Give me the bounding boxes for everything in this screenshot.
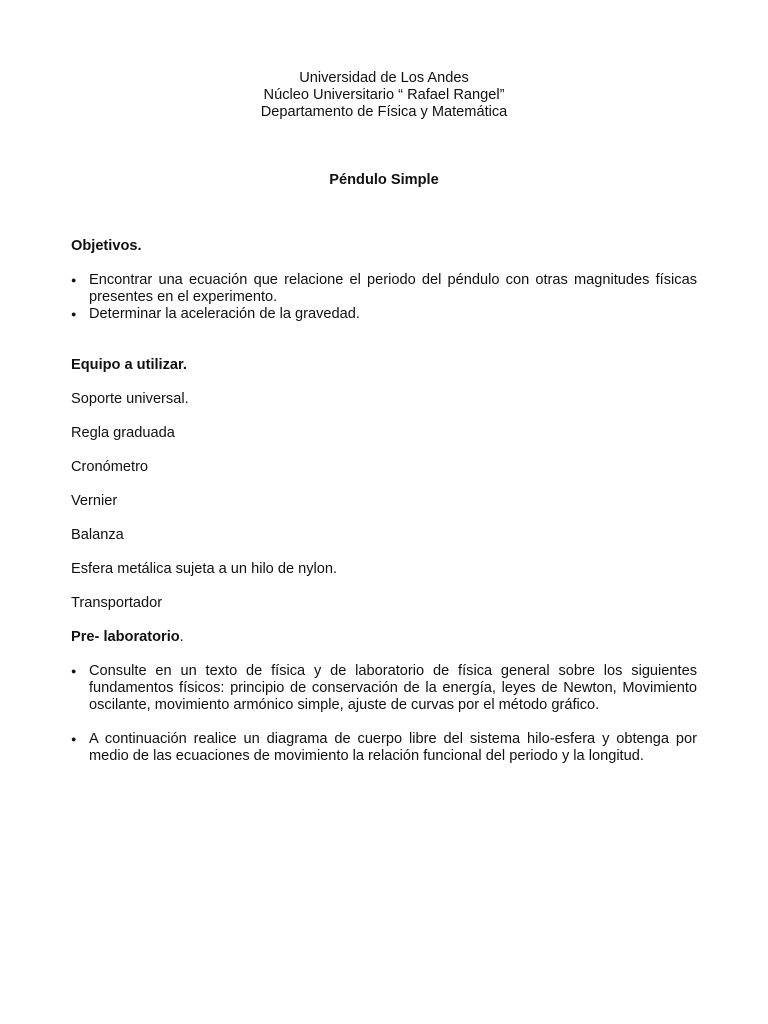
list-item: Soporte universal. [71, 391, 189, 407]
list-item: Vernier [71, 493, 118, 509]
university-name: Universidad de Los Andes [299, 70, 469, 86]
list-item: ● Encontrar una ecuación que relacione el periodo del péndulo con otras magnitudes físicas presentes en el experimento. [71, 272, 697, 306]
document-header [0, 70, 768, 121]
pre-laboratorio-list [71, 663, 697, 765]
equipo-heading: Equipo a utilizar. [71, 357, 187, 373]
list-item: Regla graduada [71, 425, 175, 441]
objetivos-list [71, 272, 697, 323]
document-body [71, 238, 697, 765]
campus-name: Núcleo Universitario “ Rafael Rangel” [263, 87, 505, 103]
pre-laboratorio-heading-period: . [179, 629, 184, 645]
list-item: Balanza [71, 527, 124, 543]
department-name: Departamento de Física y Matemática [260, 104, 508, 120]
list-item: ● A continuación realice un diagrama de cuerpo libre del sistema hilo-esfera y obtenga por medio de las ecuaciones de movimiento la relación funcional del periodo y la longitud. [71, 731, 697, 765]
list-item: Esfera metálica sujeta a un hilo de nylon. [71, 561, 338, 577]
pre-laboratorio-heading-text: Pre- laboratorio [71, 629, 180, 645]
objetivos-heading: Objetivos. [71, 238, 142, 254]
list-item: Transportador [71, 595, 163, 611]
pre-laboratorio-heading [71, 629, 697, 646]
equipo-list [71, 391, 697, 612]
document-title: Péndulo Simple [329, 172, 439, 188]
list-item: Cronómetro [71, 459, 149, 475]
list-item: ● Consulte en un texto de física y de laboratorio de física general sobre los siguientes fundamentos físicos: principio de conservación de la energía, leyes de Newton, Movimiento oscilante, movimiento armónico simple, ajuste de curvas por el método gráfico. [71, 663, 697, 714]
list-item: ● Determinar la aceleración de la gravedad. [71, 306, 697, 323]
